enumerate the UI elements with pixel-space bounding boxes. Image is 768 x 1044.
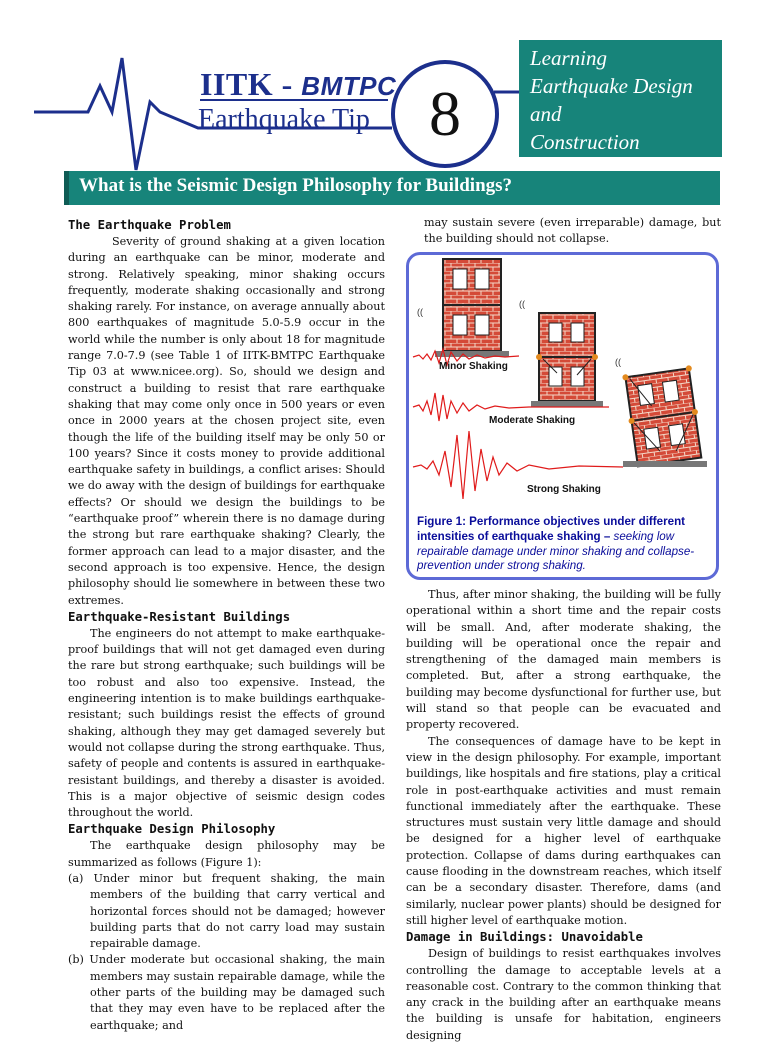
building-moderate xyxy=(531,313,603,407)
learning-box: Learning Earthquake Design and Construction xyxy=(519,40,722,157)
tip-label: Earthquake Tip xyxy=(198,104,370,135)
building-strong xyxy=(622,365,704,467)
list-item: (b) Under moderate but occasional shaking, the main members may sustain repairable damage, while the other parts of the building may be damaged such that they may even have to be replaced after the earthquake; and xyxy=(68,953,385,1032)
label-minor-shaking: Minor Shaking xyxy=(439,361,508,372)
figure-caption: Figure 1: Performance objectives under different intensities of earthquake shaking – seeking low repairable damage under minor shaking and collapse-prevention under strong shaking. xyxy=(417,515,695,573)
brand-title: IITK - BMTPC xyxy=(200,66,397,102)
list-item: (a) Under minor but frequent shaking, the main members of the building that carry vertical and horizontal forces should not be damaged; however building parts that do not carry load may sustain repairable damage. xyxy=(68,871,385,951)
figure-1 xyxy=(406,252,719,580)
svg-text:((: (( xyxy=(519,299,525,309)
svg-text:((: (( xyxy=(417,307,423,317)
paragraph: Severity of ground shaking at a given location during an earthquake can be minor, moderate and strong. Relatively speaking, minor shaking occurs frequently, moderate shaking occasionally and strong shaking rarely. For instance, on average annually about 800 earthquakes of magnitude 5.0-5.9 occur in the world while the number is only about 18 for magnitude range 7.0-7.9 (see Table 1 of IITK-BMTPC Earthquake Tip 03 at www.nicee.org). So, should we design and construct a building to resist that rare earthquake shaking that may come only once in 500 years or even once in 2000 years at the chosen project site, even though the life of the building itself may be only 50 or 100 years? Since it costs money to provide additional earthquake safety in buildings, a conflict arises: Should we do away with the design of buildings for earthquake effects? Or should we design the buildings to be “earthquake proof” wherein there is no damage during the strong but rare earthquake shaking? Clearly, the former approach can lead to a major disaster, and the second approach is too expensive. Hence, the design philosophy should lie somewhere in between these two extremes. xyxy=(68,235,385,607)
heading-earthquake-resistant-buildings: Earthquake-Resistant Buildings xyxy=(68,609,291,624)
page-title: What is the Seismic Design Philosophy for Buildings? xyxy=(79,175,513,196)
svg-text:((: (( xyxy=(615,357,621,367)
heading-earthquake-problem: The Earthquake Problem xyxy=(68,218,231,232)
paragraph: Thus, after minor shaking, the building will be fully operational within a short time and the repair costs will be small. And, after moderate shaking, the building will be operational once the repair and strengthening of the damaged main members is completed. But, after a strong earthquake, the building may become dysfunctional for further use, but will stand so that people can be evacuated and property recovered. xyxy=(406,588,721,732)
tip-number-badge: 8 xyxy=(391,60,499,168)
header xyxy=(0,0,768,172)
right-column-top xyxy=(424,215,721,248)
heading-damage-unavoidable: Damage in Buildings: Unavoidable xyxy=(406,930,643,945)
building-minor xyxy=(435,259,509,357)
label-moderate-shaking: Moderate Shaking xyxy=(489,415,576,426)
figure-illustration xyxy=(409,255,716,513)
paragraph: Design of buildings to resist earthquakes involves controlling the damage to acceptable levels at a reasonable cost. Contrary to the common thinking that any crack in the building after an earthquake means the building is unsafe for habitation, engineers designing xyxy=(406,947,721,1042)
paragraph: may sustain severe (even irreparable) damage, but the building should not collapse. xyxy=(424,216,721,246)
right-column xyxy=(406,587,721,1044)
paragraph: The earthquake design philosophy may be summarized as follows (Figure 1): xyxy=(68,839,385,869)
paragraph: The consequences of damage have to be kept in view in the design philosophy. For example, important buildings, like hospitals and fire stations, play a critical role in post-earthquake activities and must remain functional immediately after the earthquake. These structures must sustain very little damage and should be designed for a higher level of earthquake protection. Collapse of dams during earthquakes can cause flooding in the downstream reaches, which itself can be a secondary disaster. Therefore, dams (and similarly, nuclear power plants) should be designed for still higher level of earthquake motion. xyxy=(406,734,721,927)
title-banner xyxy=(64,171,720,205)
heading-design-philosophy: Earthquake Design Philosophy xyxy=(68,822,276,837)
label-strong-shaking: Strong Shaking xyxy=(527,484,601,495)
paragraph: The engineers do not attempt to make earthquake-proof buildings that will not get damaged even during the rare but strong earthquake; such buildings will be too robust and also too expensive. Instead, the engineering intention is to make buildings earthquake-resistant; such buildings resist the effects of ground shaking, although they may get damaged severely but would not collapse during the strong earthquake. Thus, safety of people and contents is assured in earthquake-resistant buildings, and thereby a disaster is avoided. This is a major objective of seismic design codes throughout the world. xyxy=(68,626,385,820)
left-column xyxy=(68,217,385,1034)
